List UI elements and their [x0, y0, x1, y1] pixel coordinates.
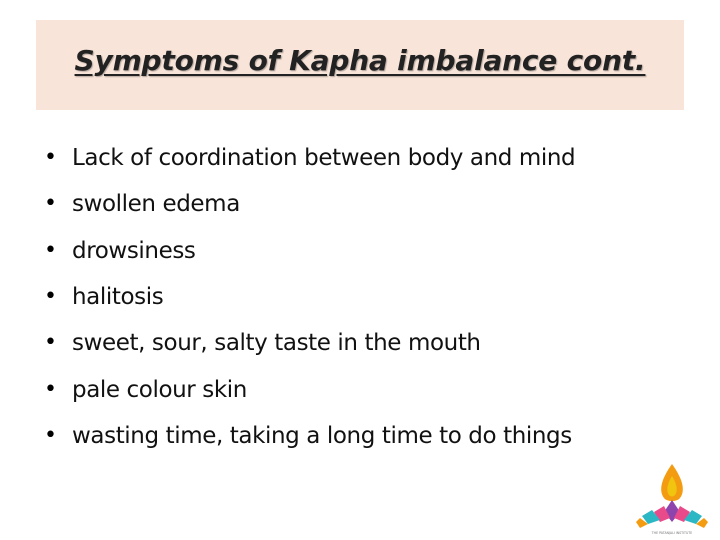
- bullet-text: Lack of coordination between body and mind: [72, 145, 576, 172]
- bullet-text: drowsiness: [72, 237, 196, 264]
- bullet-text: sweet, sour, salty taste in the mouth: [72, 330, 481, 357]
- bullet-text: swollen edema: [72, 191, 240, 218]
- lamp-flame-lotus-icon: [636, 462, 708, 536]
- slide-title: Symptoms of Kapha imbalance cont.: [74, 44, 646, 77]
- bullet-icon: •: [44, 237, 57, 263]
- bullet-icon: •: [44, 376, 57, 402]
- bullet-icon: •: [44, 422, 57, 448]
- bullet-icon: •: [44, 284, 57, 310]
- bullet-text: pale colour skin: [72, 376, 247, 403]
- bullet-icon: •: [44, 330, 57, 356]
- bullet-text: halitosis: [72, 284, 164, 311]
- bullet-icon: •: [44, 145, 57, 171]
- bullet-icon: •: [44, 191, 57, 217]
- bullet-text: wasting time, taking a long time to do things: [72, 422, 572, 449]
- title-banner: [36, 20, 684, 110]
- logo-caption: THE PATANJALI INSTITUTE: [651, 531, 693, 535]
